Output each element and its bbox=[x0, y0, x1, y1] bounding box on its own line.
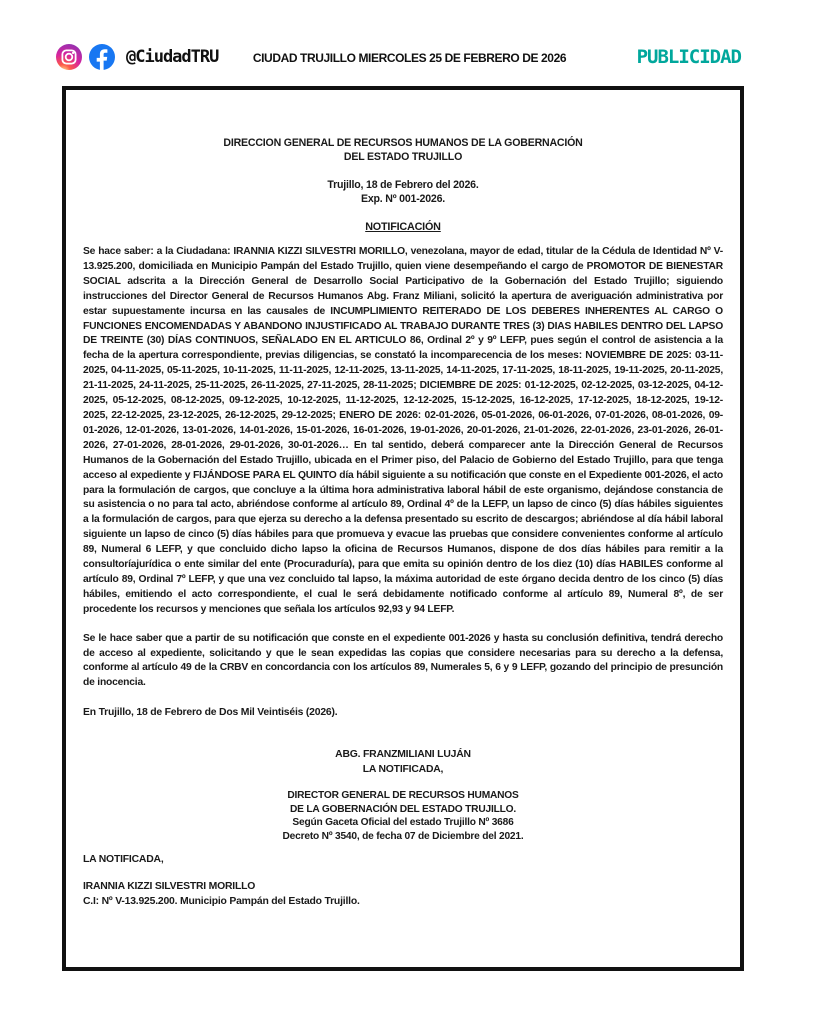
social-handle[interactable]: @CiudadTRU bbox=[126, 47, 219, 67]
notified-block bbox=[83, 880, 723, 909]
notification-document bbox=[62, 86, 744, 971]
document-date-line: Trujillo, 18 de Febrero del 2026. bbox=[327, 179, 479, 191]
director-block bbox=[83, 789, 723, 843]
document-title bbox=[83, 136, 723, 164]
closing-line: En Trujillo, 18 de Febrero de Dos Mil Veintiséis (2026). bbox=[83, 707, 338, 719]
notified-name: IRANNIA KIZZI SILVESTRI MORILLO bbox=[83, 881, 256, 893]
body-paragraph-1: Se hace saber: a la Ciudadana: IRANNIA KIZZI SILVESTRI MORILLO, venezolana, mayor de edad, titular de la Cédula de Identidad Nº V-13.925.200, domiciliada en Municipio Pampán del Estado Trujillo, quien viene desempeñando el cargo de PROMOTOR DE BIENESTAR SOCIAL adscrita a la Dirección General de Desarrollo Social Participativo de la Gobernación del Estado Trujillo; siguiendo instrucciones del Director General de Recursos Humanos Abg. Franz Miliani, solicitó la apertura de averiguación administrativa por estar supuestamente incursa en las causales de INCUMPLIMIENTO REITERADO DE LOS DEBERES INHERENTES AL CARGO O FUNCIONES ENCOMENDADAS Y ABANDONO INJUSTIFICADO AL TRABAJO DURANTE TRES (3) DIAS HABILES DENTRO DEL LAPSO DE TREINTE (30) DÍAS CONTINUOS, SEÑALADO EN EL ARTICULO 86, Ordinal 2º y 9º LEFP, pues según el control de asistencia a la fecha de la apertura correspondiente, previas diligencias, se constató la incomparecencia de los meses: NOVIEMBRE DE 2025: 03-11-2025, 04-11-2025, 05-11-2025, 10-11-2025, 11-11-2025, 12-11-2025, 13-11-2025, 14-11-2025, 17-11-2025, 18-11-2025, 19-11-2025, 20-11-2025, 21-11-2025, 24-11-2025, 25-11-2025, 26-11-2025, 27-11-2025, 28-11-2025; DICIEMBRE DE 2025: 01-12-2025, 02-12-2025, 03-12-2025, 04-12-2025, 05-12-2025, 08-12-2025, 09-12-2025, 10-12-2025, 11-12-2025, 12-12-2025, 15-12-2025, 16-12-2025, 17-12-2025, 18-12-2025, 19-12-2025, 22-12-2025, 23-12-2025, 26-12-2025, 29-12-2025; ENERO DE 2026: 02-01-2026, 05-01-2026, 06-01-2026, 07-01-2026, 08-01-2026, 09-01-2026, 12-01-2026, 13-01-2026, 14-01-2026, 15-01-2026, 16-01-2026, 19-01-2026, 20-01-2026, 21-01-2026, 22-01-2026, 23-01-2026, 26-01-2026, 27-01-2026, 28-01-2026, 29-01-2026, 30-01-2026… En tal sentido, deberá comparecer ante la Dirección General de Recursos Humanos de la Gobernación del Estado Trujillo, ubicada en el Primer piso, del Palacio de Gobierno del Estado Trujillo, para que tenga acceso al expediente y FIJÁNDOSE PARA EL QUINTO día hábil siguiente a su notificación que conste en el Expediente 001-2026, el acto para la formulación de cargos, que concluye a la última hora administrativa laboral hábil de este organismo, dejándose constancia de su asistencia o no para tal acto, abriéndose conforme al artículo 89, Ordinal 4º de la LEFP, un lapso de cinco (5) días hábiles siguientes a la formulación de cargos, para que ejerza su derecho a la defensa presentado su escrito de descargos; abriéndose al día hábil laboral siguiente un lapso de cinco (5) días hábiles para que promueva y evacue las pruebas que considere convenientes conforme al artículo 89, Numeral 6 LEFP, y que concluido dicho lapso la oficina de Recursos Humanos, dispone de dos días hábiles para remitir a la consultoríajurídica o ente similar del ente (Procuraduría), para que emita su opinión dentro de los diez (10) días HABILES conforme al artículo 89, Ordinal 7º LEFP, y que una vez concluido tal lapso, la máxima autoridad de este órgano decida dentro de los cinco (5) días hábiles, emitiendo el acto correspondiente, el cual le será debidamente notificado conforme al artículo 89, Numeral 8º, de ser procedente los recursos y menciones que señala los artículos 92,93 y 94 LEFP. bbox=[83, 246, 723, 615]
gaceta-line: Según Gaceta Oficial del estado Trujillo Nº 3686 bbox=[292, 817, 514, 829]
signature-role: LA NOTIFICADA, bbox=[362, 763, 444, 775]
masthead-dateline: CIUDAD TRUJILLO MIERCOLES 25 DE FEBRERO DE 2026 bbox=[252, 51, 567, 65]
document-title-line2: DEL ESTADO TRUJILLO bbox=[343, 151, 463, 163]
document-date-block bbox=[83, 178, 723, 206]
publicidad-label: PUBLICIDAD bbox=[636, 46, 741, 68]
instagram-icon[interactable] bbox=[56, 44, 82, 70]
document-exp-line: Exp. Nº 001-2026. bbox=[360, 193, 446, 205]
document-title-line1: DIRECCION GENERAL DE RECURSOS HUMANOS DE LA GOBERNACIÓN bbox=[223, 137, 583, 149]
document-subject: NOTIFICACIÓN bbox=[365, 221, 441, 233]
decreto-line: Decreto Nº 3540, de fecha 07 de Diciembre del 2021. bbox=[282, 830, 524, 842]
signature-name: ABG. FRANZMILIANI LUJÁN bbox=[335, 749, 471, 761]
director-title-line2: DE LA GOBERNACIÓN DEL ESTADO TRUJILLO. bbox=[290, 803, 516, 815]
notified-id-line: C.I: Nº V-13.925.200. Municipio Pampán del Estado Trujillo. bbox=[83, 895, 360, 907]
notified-label: LA NOTIFICADA, bbox=[83, 854, 164, 866]
site-header bbox=[0, 42, 819, 78]
signature-block bbox=[83, 748, 723, 777]
body-paragraph-2: Se le hace saber que a partir de su notificación que conste en el expediente 001-2026 y hasta su conclusión definitiva, tendrá derecho de acceso al expediente, solicitando y que le sean expedidas las copias que considere necesarias para su derecho a la defensa, conforme al artículo 49 de la CRBV en concordancia con los artículos 89, Numerales 5, 6 y 9 LEFP, gozando del principio de presunción de inocencia. bbox=[83, 632, 723, 689]
director-title-line1: DIRECTOR GENERAL DE RECURSOS HUMANOS bbox=[287, 790, 519, 802]
facebook-icon[interactable] bbox=[89, 44, 115, 70]
